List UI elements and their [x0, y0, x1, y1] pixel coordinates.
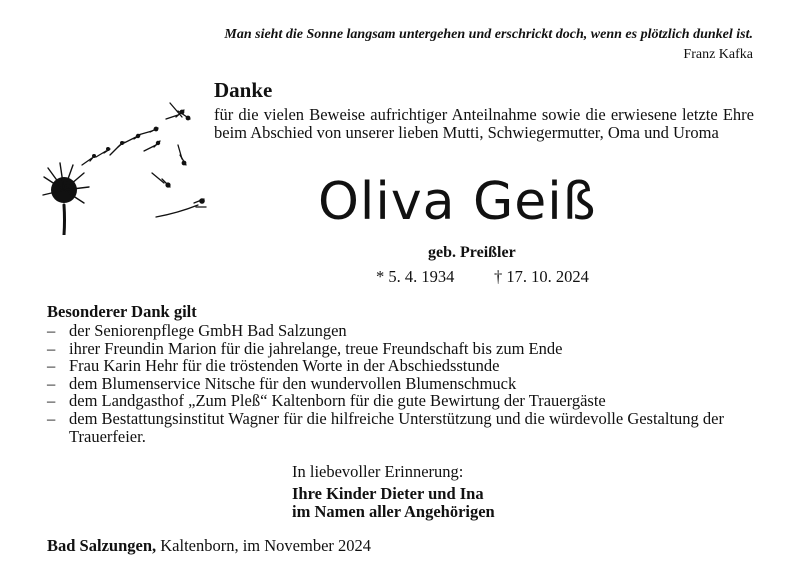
- deceased-name: Oliva Geiß: [318, 172, 597, 232]
- list-item: [47, 357, 757, 375]
- footer-place-date: [47, 536, 371, 556]
- dandelion-icon: [40, 95, 210, 235]
- signature-line-2: im Namen aller Angehörigen: [292, 502, 495, 521]
- list-item: [47, 340, 757, 358]
- thanks-title: Besonderer Dank gilt: [47, 302, 197, 321]
- maiden-name: geb. Preißler: [428, 244, 516, 261]
- bullet-dash: –: [47, 373, 56, 393]
- birth-date: * 5. 4. 1934: [376, 267, 455, 286]
- thanks-list: [47, 322, 757, 445]
- footer-rest: Kaltenborn, im November 2024: [160, 536, 372, 555]
- footer-place: Bad Salzungen,: [47, 536, 157, 555]
- remembrance-line: In liebevoller Erinnerung:: [292, 462, 464, 481]
- list-item-text: dem Bestattungsinstitut Wagner für die hilfreiche Unterstützung und die würdevolle Gestaltung der Trauerfeier.: [69, 408, 724, 446]
- bullet-dash: –: [47, 356, 56, 376]
- bullet-dash: –: [47, 338, 56, 358]
- list-item-text: Frau Karin Hehr für die tröstenden Worte in der Abschiedsstunde: [69, 356, 500, 376]
- list-item: [47, 322, 757, 340]
- bullet-dash: –: [47, 391, 56, 411]
- intro-text: für die vielen Beweise aufrichtiger Anteilnahme sowie die erwiesene letzte Ehre beim Abschied von unserer lieben Mutti, Schwiegermutter, Oma und Uroma: [214, 105, 754, 142]
- bullet-dash: –: [47, 321, 56, 340]
- death-date: † 17. 10. 2024: [494, 267, 589, 286]
- list-item-text: dem Blumenservice Nitsche für den wundervollen Blumenschmuck: [69, 373, 517, 393]
- list-item: [47, 410, 757, 445]
- list-item: [47, 375, 757, 393]
- list-item-text: ihrer Freundin Marion für die jahrelange, treue Freundschaft bis zum Ende: [69, 338, 563, 358]
- list-item-text: der Seniorenpflege GmbH Bad Salzungen: [69, 321, 347, 340]
- quote-author: Franz Kafka: [683, 47, 753, 62]
- quote-text: Man sieht die Sonne langsam untergehen und erschrickt doch, wenn es plötzlich dunkel ist.: [224, 27, 753, 42]
- signature-line-1: Ihre Kinder Dieter und Ina: [292, 484, 484, 503]
- heading-danke: Danke: [214, 78, 273, 102]
- list-item-text: dem Landgasthof „Zum Pleß“ Kaltenborn für die gute Bewirtung der Trauergäste: [69, 391, 606, 411]
- list-item: [47, 392, 757, 410]
- bullet-dash: –: [47, 408, 56, 428]
